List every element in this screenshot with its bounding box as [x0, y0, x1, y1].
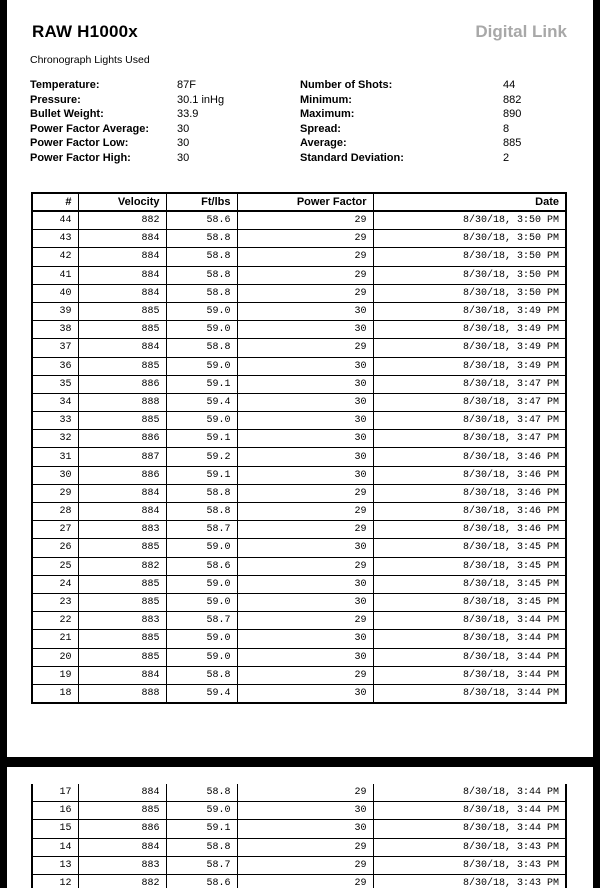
table-row [32, 412, 566, 430]
table-row [32, 302, 566, 320]
stat-value: 30 [177, 137, 190, 149]
cell-power-factor: 30 [237, 539, 373, 557]
cell-shot-number: 23 [32, 593, 78, 611]
cell-shot-number: 44 [32, 211, 78, 230]
cell-power-factor: 30 [237, 412, 373, 430]
stat-label: Pressure: [30, 93, 81, 106]
stat-value: 2 [503, 151, 510, 164]
cell-velocity: 885 [78, 302, 166, 320]
table-row [32, 820, 566, 838]
stat-value: 30 [177, 151, 190, 164]
cell-velocity: 886 [78, 375, 166, 393]
cell-date: 8/30/18, 3:44 PM [373, 784, 566, 802]
cell-date: 8/30/18, 3:44 PM [373, 648, 566, 666]
stat-label: Average: [300, 137, 347, 149]
cell-velocity: 884 [78, 838, 166, 856]
cell-ftlbs: 59.1 [166, 820, 237, 838]
cell-date: 8/30/18, 3:45 PM [373, 575, 566, 593]
table-row [32, 630, 566, 648]
cell-ftlbs: 59.0 [166, 539, 237, 557]
stat-label: Bullet Weight: [30, 108, 104, 120]
cell-shot-number: 38 [32, 321, 78, 339]
cell-velocity: 886 [78, 820, 166, 838]
cell-date: 8/30/18, 3:44 PM [373, 612, 566, 630]
cell-shot-number: 34 [32, 393, 78, 411]
cell-shot-number: 30 [32, 466, 78, 484]
cell-ftlbs: 58.8 [166, 666, 237, 684]
cell-power-factor: 30 [237, 302, 373, 320]
table-row [32, 648, 566, 666]
stats-left-labels [30, 78, 149, 165]
cell-shot-number: 27 [32, 521, 78, 539]
stat-value: 30.1 inHg [177, 93, 225, 106]
table-row [32, 874, 566, 888]
cell-ftlbs: 59.0 [166, 302, 237, 320]
cell-shot-number: 13 [32, 856, 78, 874]
cell-ftlbs: 59.2 [166, 448, 237, 466]
table-row [32, 802, 566, 820]
cell-ftlbs: 58.8 [166, 230, 237, 248]
table-row [32, 503, 566, 521]
cell-power-factor: 29 [237, 266, 373, 284]
cell-shot-number: 15 [32, 820, 78, 838]
cell-power-factor: 30 [237, 448, 373, 466]
cell-ftlbs: 58.6 [166, 874, 237, 888]
cell-ftlbs: 59.1 [166, 430, 237, 448]
col-header-date: Date [373, 193, 566, 211]
cell-date: 8/30/18, 3:50 PM [373, 211, 566, 230]
cell-velocity: 885 [78, 357, 166, 375]
cell-shot-number: 26 [32, 539, 78, 557]
cell-date: 8/30/18, 3:50 PM [373, 284, 566, 302]
table-row [32, 248, 566, 266]
cell-shot-number: 31 [32, 448, 78, 466]
cell-velocity: 885 [78, 412, 166, 430]
cell-power-factor: 30 [237, 593, 373, 611]
cell-shot-number: 41 [32, 266, 78, 284]
cell-velocity: 884 [78, 666, 166, 684]
cell-shot-number: 16 [32, 802, 78, 820]
table-row [32, 539, 566, 557]
cell-shot-number: 32 [32, 430, 78, 448]
cell-ftlbs: 59.1 [166, 466, 237, 484]
cell-date: 8/30/18, 3:47 PM [373, 393, 566, 411]
cell-velocity: 885 [78, 648, 166, 666]
cell-power-factor: 29 [237, 838, 373, 856]
cell-power-factor: 30 [237, 430, 373, 448]
cell-velocity: 884 [78, 503, 166, 521]
table-row [32, 666, 566, 684]
cell-date: 8/30/18, 3:50 PM [373, 266, 566, 284]
stat-value: 885 [503, 137, 522, 149]
cell-ftlbs: 58.7 [166, 612, 237, 630]
cell-velocity: 886 [78, 466, 166, 484]
report-page-1 [7, 0, 593, 757]
cell-ftlbs: 58.7 [166, 521, 237, 539]
cell-date: 8/30/18, 3:47 PM [373, 375, 566, 393]
cell-ftlbs: 59.0 [166, 357, 237, 375]
cell-shot-number: 39 [32, 302, 78, 320]
stat-value: 882 [503, 93, 522, 106]
cell-ftlbs: 59.0 [166, 802, 237, 820]
cell-shot-number: 24 [32, 575, 78, 593]
cell-velocity: 885 [78, 321, 166, 339]
cell-velocity: 883 [78, 612, 166, 630]
cell-velocity: 884 [78, 284, 166, 302]
cell-date: 8/30/18, 3:45 PM [373, 557, 566, 575]
stat-value: 8 [503, 122, 510, 135]
cell-power-factor: 30 [237, 575, 373, 593]
col-header-velocity: Velocity [78, 193, 166, 211]
cell-velocity: 883 [78, 856, 166, 874]
cell-ftlbs: 58.8 [166, 784, 237, 802]
cell-date: 8/30/18, 3:44 PM [373, 820, 566, 838]
cell-ftlbs: 58.8 [166, 503, 237, 521]
table-row [32, 448, 566, 466]
table-row [32, 393, 566, 411]
stat-label: Power Factor Average: [30, 122, 150, 135]
cell-date: 8/30/18, 3:43 PM [373, 874, 566, 888]
table-row [32, 575, 566, 593]
cell-power-factor: 30 [237, 466, 373, 484]
shots-table [31, 192, 567, 704]
report-subtitle: Chronograph Lights Used [30, 54, 150, 66]
table-row [32, 284, 566, 302]
table-row [32, 211, 566, 230]
cell-date: 8/30/18, 3:43 PM [373, 838, 566, 856]
cell-shot-number: 33 [32, 412, 78, 430]
stats-right-labels [300, 78, 404, 165]
cell-date: 8/30/18, 3:46 PM [373, 484, 566, 502]
cell-shot-number: 21 [32, 630, 78, 648]
cell-velocity: 885 [78, 802, 166, 820]
cell-ftlbs: 59.0 [166, 321, 237, 339]
cell-date: 8/30/18, 3:46 PM [373, 521, 566, 539]
stat-value: 33.9 [177, 108, 199, 120]
cell-shot-number: 28 [32, 503, 78, 521]
cell-velocity: 884 [78, 266, 166, 284]
stat-value: 44 [503, 79, 516, 91]
cell-power-factor: 29 [237, 230, 373, 248]
cell-power-factor: 29 [237, 856, 373, 874]
cell-date: 8/30/18, 3:50 PM [373, 230, 566, 248]
stats-left-values [177, 78, 224, 165]
cell-velocity: 884 [78, 784, 166, 802]
cell-shot-number: 42 [32, 248, 78, 266]
col-header-power-factor: Power Factor [237, 193, 373, 211]
cell-power-factor: 29 [237, 612, 373, 630]
cell-velocity: 887 [78, 448, 166, 466]
cell-velocity: 886 [78, 430, 166, 448]
cell-date: 8/30/18, 3:46 PM [373, 466, 566, 484]
cell-ftlbs: 59.0 [166, 630, 237, 648]
cell-power-factor: 29 [237, 284, 373, 302]
cell-power-factor: 30 [237, 684, 373, 703]
shots-table-continued [31, 784, 567, 888]
stat-label: Standard Deviation: [300, 151, 404, 164]
cell-ftlbs: 58.6 [166, 557, 237, 575]
cell-shot-number: 12 [32, 874, 78, 888]
cell-ftlbs: 59.0 [166, 593, 237, 611]
cell-ftlbs: 59.4 [166, 393, 237, 411]
cell-power-factor: 29 [237, 248, 373, 266]
stat-label: Temperature: [30, 79, 100, 91]
cell-power-factor: 30 [237, 630, 373, 648]
table-header-row [32, 193, 566, 211]
stat-label: Number of Shots: [300, 79, 393, 91]
cell-power-factor: 30 [237, 393, 373, 411]
cell-shot-number: 36 [32, 357, 78, 375]
cell-velocity: 884 [78, 248, 166, 266]
table-row [32, 266, 566, 284]
stat-label: Power Factor Low: [30, 137, 129, 149]
cell-velocity: 885 [78, 539, 166, 557]
report-title: RAW H1000x [32, 22, 138, 41]
cell-date: 8/30/18, 3:45 PM [373, 593, 566, 611]
table-row [32, 321, 566, 339]
cell-power-factor: 30 [237, 820, 373, 838]
cell-date: 8/30/18, 3:44 PM [373, 666, 566, 684]
cell-date: 8/30/18, 3:44 PM [373, 802, 566, 820]
cell-shot-number: 37 [32, 339, 78, 357]
cell-date: 8/30/18, 3:49 PM [373, 321, 566, 339]
stat-value: 30 [177, 122, 190, 135]
cell-velocity: 882 [78, 211, 166, 230]
cell-ftlbs: 58.8 [166, 248, 237, 266]
table-row [32, 593, 566, 611]
cell-date: 8/30/18, 3:49 PM [373, 357, 566, 375]
stat-value: 87F [177, 79, 196, 91]
table-row [32, 856, 566, 874]
cell-velocity: 885 [78, 575, 166, 593]
cell-shot-number: 22 [32, 612, 78, 630]
cell-velocity: 884 [78, 339, 166, 357]
cell-date: 8/30/18, 3:49 PM [373, 339, 566, 357]
cell-power-factor: 29 [237, 557, 373, 575]
cell-power-factor: 29 [237, 339, 373, 357]
table-row [32, 230, 566, 248]
cell-power-factor: 29 [237, 666, 373, 684]
cell-date: 8/30/18, 3:50 PM [373, 248, 566, 266]
table-row [32, 521, 566, 539]
table-row [32, 838, 566, 856]
table-row [32, 375, 566, 393]
cell-ftlbs: 59.0 [166, 648, 237, 666]
cell-ftlbs: 58.8 [166, 339, 237, 357]
cell-velocity: 888 [78, 393, 166, 411]
cell-ftlbs: 58.6 [166, 211, 237, 230]
brand-name: Digital Link [475, 22, 567, 41]
stat-label: Minimum: [300, 93, 352, 106]
cell-power-factor: 29 [237, 503, 373, 521]
table-row [32, 339, 566, 357]
stat-label: Spread: [300, 122, 341, 135]
cell-ftlbs: 59.4 [166, 684, 237, 703]
cell-shot-number: 20 [32, 648, 78, 666]
cell-power-factor: 29 [237, 484, 373, 502]
cell-shot-number: 40 [32, 284, 78, 302]
cell-velocity: 882 [78, 557, 166, 575]
cell-power-factor: 30 [237, 802, 373, 820]
cell-shot-number: 18 [32, 684, 78, 703]
cell-date: 8/30/18, 3:47 PM [373, 412, 566, 430]
table-row [32, 466, 566, 484]
col-header-ftlbs: Ft/lbs [166, 193, 237, 211]
cell-velocity: 884 [78, 484, 166, 502]
cell-date: 8/30/18, 3:44 PM [373, 684, 566, 703]
cell-ftlbs: 59.0 [166, 575, 237, 593]
cell-date: 8/30/18, 3:46 PM [373, 503, 566, 521]
table-row [32, 684, 566, 703]
cell-date: 8/30/18, 3:45 PM [373, 539, 566, 557]
cell-power-factor: 30 [237, 648, 373, 666]
table-row [32, 430, 566, 448]
cell-velocity: 885 [78, 593, 166, 611]
table-row [32, 612, 566, 630]
stat-label: Power Factor High: [30, 151, 131, 164]
cell-ftlbs: 58.7 [166, 856, 237, 874]
cell-velocity: 884 [78, 230, 166, 248]
table-row [32, 484, 566, 502]
cell-date: 8/30/18, 3:44 PM [373, 630, 566, 648]
cell-power-factor: 30 [237, 375, 373, 393]
cell-ftlbs: 59.1 [166, 375, 237, 393]
cell-shot-number: 29 [32, 484, 78, 502]
cell-velocity: 882 [78, 874, 166, 888]
cell-shot-number: 19 [32, 666, 78, 684]
cell-ftlbs: 58.8 [166, 266, 237, 284]
cell-ftlbs: 58.8 [166, 284, 237, 302]
cell-shot-number: 35 [32, 375, 78, 393]
cell-power-factor: 30 [237, 357, 373, 375]
cell-power-factor: 30 [237, 321, 373, 339]
cell-shot-number: 43 [32, 230, 78, 248]
report-page-2 [7, 767, 593, 888]
cell-date: 8/30/18, 3:49 PM [373, 302, 566, 320]
table-row [32, 557, 566, 575]
col-header-number: # [32, 193, 78, 211]
stat-label: Maximum: [300, 108, 355, 120]
cell-shot-number: 17 [32, 784, 78, 802]
table-row [32, 357, 566, 375]
cell-shot-number: 14 [32, 838, 78, 856]
stats-right-values [503, 78, 521, 165]
cell-date: 8/30/18, 3:47 PM [373, 430, 566, 448]
cell-date: 8/30/18, 3:43 PM [373, 856, 566, 874]
cell-ftlbs: 59.0 [166, 412, 237, 430]
cell-date: 8/30/18, 3:46 PM [373, 448, 566, 466]
stat-value: 890 [503, 108, 522, 120]
cell-ftlbs: 58.8 [166, 484, 237, 502]
cell-velocity: 885 [78, 630, 166, 648]
cell-power-factor: 29 [237, 874, 373, 888]
cell-power-factor: 29 [237, 211, 373, 230]
cell-shot-number: 25 [32, 557, 78, 575]
cell-velocity: 883 [78, 521, 166, 539]
cell-power-factor: 29 [237, 521, 373, 539]
cell-velocity: 888 [78, 684, 166, 703]
table-row [32, 784, 566, 802]
cell-power-factor: 29 [237, 784, 373, 802]
cell-ftlbs: 58.8 [166, 838, 237, 856]
